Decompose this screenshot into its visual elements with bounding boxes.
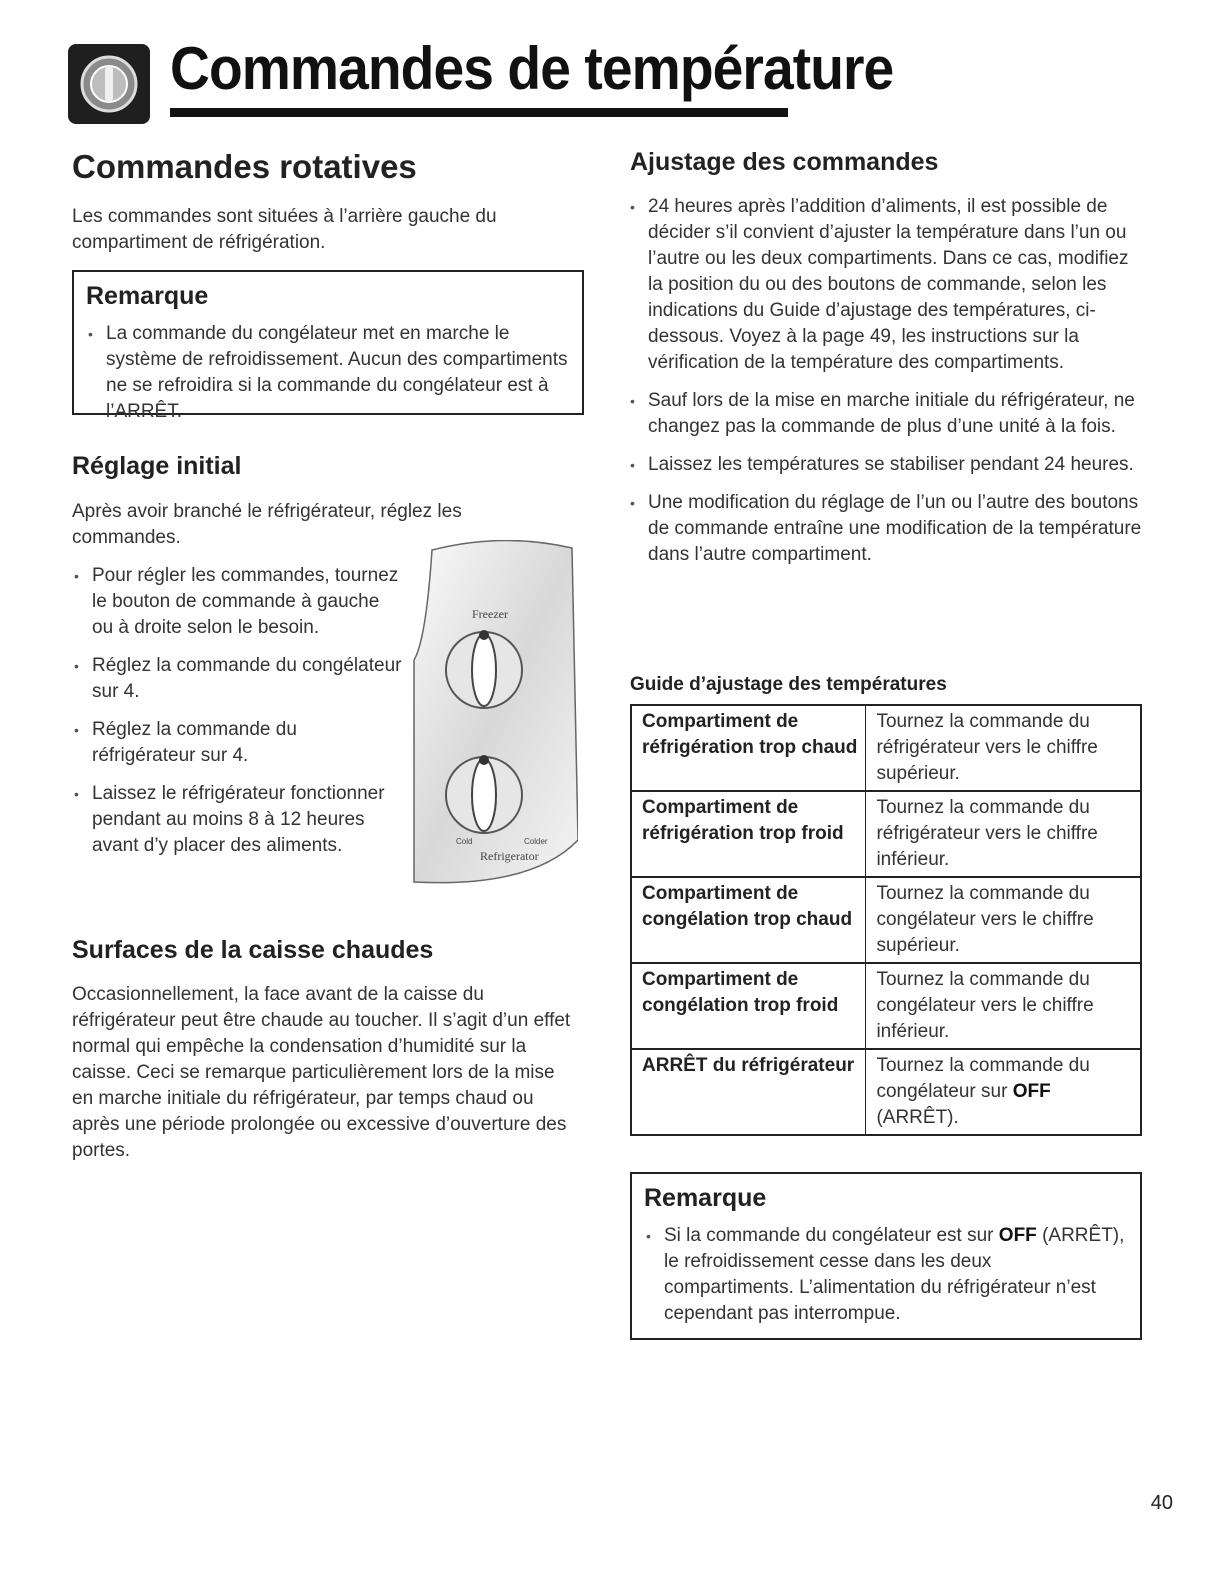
table-row xyxy=(631,1049,1141,1135)
list-item: • Une modification du réglage de l’un ou l’autre des boutons de commande entraîne une modification de la température dans l’autre compartiment. xyxy=(628,490,1144,568)
section-title-ajustage: Ajustage des commandes xyxy=(630,148,939,176)
title-underline xyxy=(170,108,788,117)
table-cell-condition: Compartiment de réfrigération trop froid xyxy=(631,791,866,877)
table-cell-condition: Compartiment de réfrigération trop chaud xyxy=(631,705,866,791)
note-title: Remarque xyxy=(644,1184,767,1212)
note-box-1 xyxy=(72,270,584,422)
note-text: Si la commande du congélateur est sur xyxy=(664,1225,999,1246)
table-row xyxy=(631,877,1141,963)
note-item: • La commande du congélateur met en marche le système de refroidissement. Aucun des compartiments ne se refroidira si la commande du congélateur est à l’ARRÊT. xyxy=(86,321,568,425)
control-panel-illustration xyxy=(412,540,578,888)
freezer-label: Freezer xyxy=(472,607,508,621)
ajustage-list xyxy=(628,194,1144,580)
note-box-2 xyxy=(630,1172,1142,1340)
guide-title: Guide d’ajustage des températures xyxy=(630,674,947,695)
section-title-reglage-initial: Réglage initial xyxy=(72,452,242,480)
table-cell-action: Tournez la commande du réfrigérateur vers le chiffre inférieur. xyxy=(866,791,1141,877)
freezer-dial xyxy=(446,630,522,708)
list-item: • Laissez le réfrigérateur fonctionner pendant au moins 8 à 12 heures avant d’y placer des aliments. xyxy=(72,781,402,859)
refrigerator-label: Refrigerator xyxy=(480,849,539,863)
reglage-list xyxy=(72,563,402,871)
list-item: • Réglez la commande du congélateur sur 4. xyxy=(72,653,402,705)
cold-label: Cold xyxy=(456,837,473,846)
list-item: • Laissez les températures se stabiliser pendant 24 heures. xyxy=(628,452,1144,478)
colder-label: Colder xyxy=(524,837,548,846)
table-cell-condition: Compartiment de congélation trop chaud xyxy=(631,877,866,963)
note-item xyxy=(644,1223,1126,1327)
table-cell-action: Tournez la commande du congélateur vers le chiffre supérieur. xyxy=(866,877,1141,963)
thermostat-dial-icon xyxy=(68,44,150,124)
table-cell-condition: Compartiment de congélation trop froid xyxy=(631,963,866,1049)
list-item: • 24 heures après l’addition d’aliments, il est possible de décider s’il convient d’ajuster la température dans l’un ou l’autre ou les deux compartiments. Dans ce cas, modifiez la position du ou des boutons de commande, selon les indications du Guide d’ajustage des températures, ci-dessous. Voyez à la page 49, les instructions sur la vérification de la température des compartiments. xyxy=(628,194,1144,376)
reglage-paragraph: Après avoir branché le réfrigérateur, réglez les commandes. xyxy=(72,501,462,548)
surfaces-paragraph: Occasionnellement, la face avant de la caisse du réfrigérateur peut être chaude au toucher. Il s’agit d’un effet normal qui empêche la condensation d’humidité sur la caisse. Ceci se remarque particulièrement lors de la mise en marche initiale du réfrigérateur, par temps chaud ou après une période prolongée ou excessive d’ouverture des portes. xyxy=(72,984,571,1161)
page-title: Commandes de température xyxy=(170,35,894,102)
section-title-commandes-rotatives: Commandes rotatives xyxy=(72,148,417,185)
off-keyword: OFF xyxy=(998,1225,1037,1246)
table-cell-action: Tournez la commande du congélateur vers le chiffre inférieur. xyxy=(866,963,1141,1049)
list-item: • Réglez la commande du réfrigérateur sur 4. xyxy=(72,717,402,769)
list-item: • Sauf lors de la mise en marche initiale du réfrigérateur, ne changez pas la commande de plus d’une unité à la fois. xyxy=(628,388,1144,440)
action-text: Tournez la commande du congélateur sur xyxy=(876,1055,1090,1102)
refrigerator-dial xyxy=(446,755,522,833)
table-cell-action xyxy=(866,1049,1141,1135)
intro-paragraph: Les commandes sont situées à l’arrière gauche du compartiment de réfrigération. xyxy=(72,206,497,253)
list-item: • Pour régler les commandes, tournez le bouton de commande à gauche ou à droite selon le besoin. xyxy=(72,563,402,641)
table-row xyxy=(631,791,1141,877)
table-row xyxy=(631,963,1141,1049)
page-number: 40 xyxy=(1150,1492,1173,1514)
section-title-surfaces: Surfaces de la caisse chaudes xyxy=(72,936,434,964)
temperature-guide-table xyxy=(630,704,1142,1136)
off-keyword: OFF xyxy=(1012,1081,1051,1102)
table-cell-action: Tournez la commande du réfrigérateur vers le chiffre supérieur. xyxy=(866,705,1141,791)
note-title: Remarque xyxy=(86,282,209,310)
note-text: (ARRÊT), le refroidissement cesse dans les deux compartiments. L’alimentation du réfrigérateur n’est cependant pas interrompue. xyxy=(664,1225,1125,1324)
table-cell-condition: ARRÊT du réfrigérateur xyxy=(631,1049,866,1135)
action-text: (ARRÊT). xyxy=(876,1107,959,1128)
table-row xyxy=(631,705,1141,791)
